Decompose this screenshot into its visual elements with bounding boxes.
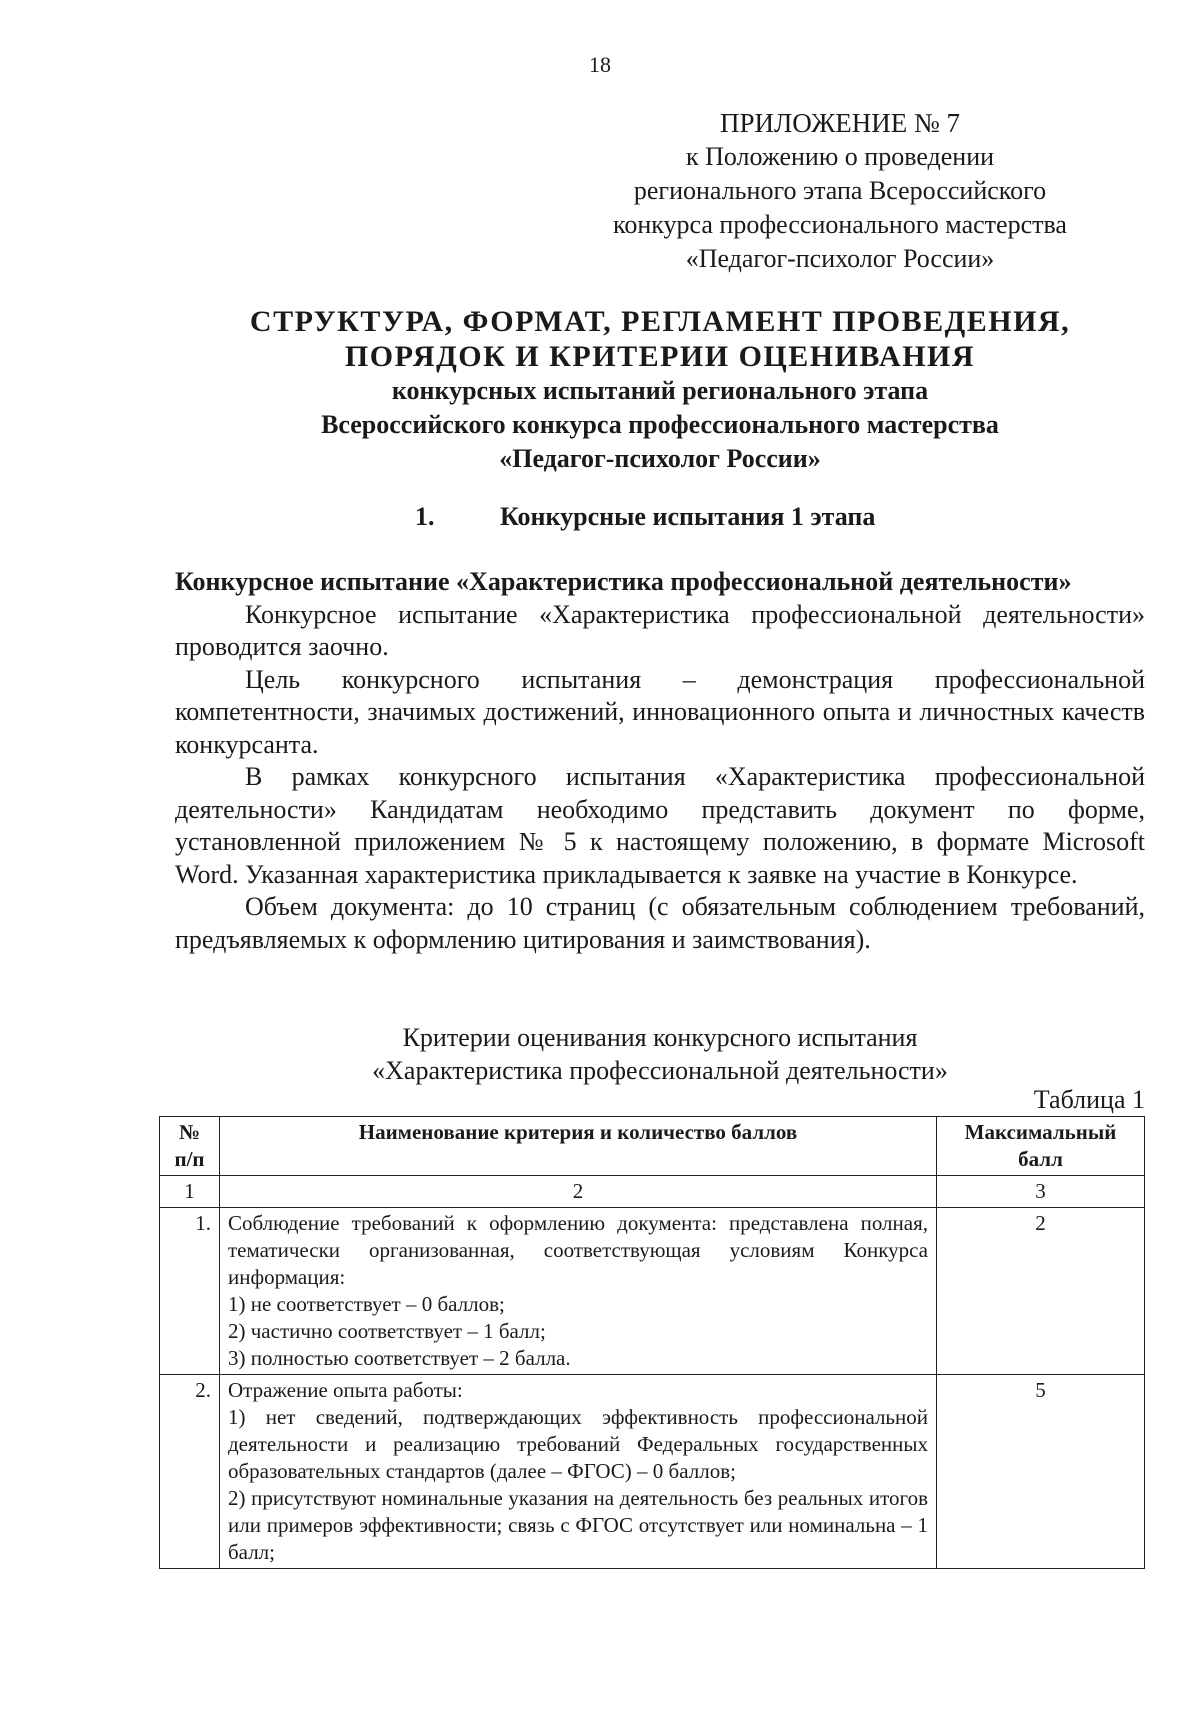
main-title-line: ПОРЯДОК И КРИТЕРИИ ОЦЕНИВАНИЯ	[344, 340, 976, 373]
test-subheading: Конкурсное испытание «Характеристика профессиональной деятельности»	[175, 567, 1072, 596]
max-score: 2	[937, 1208, 1145, 1375]
index-cell: 1	[160, 1176, 220, 1208]
main-title-line: Всероссийского конкурса профессионального мастерства	[321, 410, 999, 439]
row-number: 1.	[160, 1208, 220, 1375]
table-header-row	[160, 1117, 1145, 1176]
table-label: Таблица 1	[1033, 1085, 1145, 1114]
table-title-line: Критерии оценивания конкурсного испытания	[402, 1023, 918, 1052]
index-cell: 2	[220, 1176, 937, 1208]
paragraph: Объем документа: до 10 страниц (с обязательным соблюдением требований, предъявляемых к оформлению цитирования и заимствования).	[175, 892, 1145, 954]
appendix-line: «Педагог-психолог России»	[685, 244, 995, 273]
header-name: Наименование критерия и количество баллов	[220, 1117, 937, 1176]
criterion-option: 1) нет сведений, подтверждающих эффективность профессиональной деятельности и реализацию требований Федеральных государственных образовательных стандартов (далее – ФГОС) – 0 баллов;	[228, 1405, 928, 1483]
table-row	[160, 1208, 1145, 1375]
appendix-line: конкурса профессионального мастерства	[613, 210, 1067, 239]
paragraph: Конкурсное испытание «Характеристика профессиональной деятельности» проводится заочно.	[175, 599, 1145, 661]
main-title-line: СТРУКТУРА, ФОРМАТ, РЕГЛАМЕНТ ПРОВЕДЕНИЯ,	[249, 305, 1071, 338]
main-title	[175, 304, 1145, 476]
table-index-row	[160, 1176, 1145, 1208]
max-score: 5	[937, 1375, 1145, 1569]
table-title-line: «Характеристика профессиональной деятельности»	[372, 1056, 948, 1085]
criterion-cell	[220, 1208, 937, 1375]
appendix-title: ПРИЛОЖЕНИЕ № 7	[719, 108, 961, 138]
criterion-description: Соблюдение требований к оформлению документа: представлена полная, тематически организованная, соответствующая условиям Конкурса информация:	[228, 1211, 928, 1289]
main-title-line: конкурсных испытаний регионального этапа	[391, 376, 929, 405]
header-num: № п/п	[160, 1117, 220, 1176]
table-row	[160, 1375, 1145, 1569]
header-max: Максимальный балл	[937, 1117, 1145, 1176]
section-number: 1.	[415, 502, 435, 531]
criterion-option: 2) частично соответствует – 1 балл;	[228, 1319, 546, 1343]
criteria-table	[159, 1116, 1145, 1569]
row-number: 2.	[160, 1375, 220, 1569]
appendix-line: к Положению о проведении	[685, 142, 995, 171]
index-cell: 3	[937, 1176, 1145, 1208]
paragraph: В рамках конкурсного испытания «Характеристика профессиональной деятельности» Кандидатам необходимо представить документ по форме, установленной приложением № 5 к настоящему положению, в формате Microsoft Word. Указанная характеристика прикладывается к заявке на участие в Конкурсе.	[175, 762, 1145, 889]
criterion-cell	[220, 1375, 937, 1569]
criterion-option: 3) полностью соответствует – 2 балла.	[228, 1346, 571, 1370]
paragraph: Цель конкурсного испытания – демонстрация профессиональной компетентности, значимых достижений, инновационного опыта и личностных качеств конкурсанта.	[175, 664, 1145, 759]
table-title	[175, 1021, 1145, 1087]
appendix-line: регионального этапа Всероссийского	[633, 176, 1047, 205]
criterion-option: 2) присутствуют номинальные указания на деятельность без реальных итогов или примеров эффективности; связь с ФГОС отсутствует или номинальна – 1 балл;	[228, 1486, 928, 1564]
criterion-option: 1) не соответствует – 0 баллов;	[228, 1292, 505, 1316]
section-title: Конкурсные испытания 1 этапа	[500, 502, 876, 531]
appendix-block	[560, 106, 1120, 276]
page-number: 18	[589, 52, 611, 77]
main-title-line: «Педагог-психолог России»	[499, 444, 821, 473]
criterion-description: Отражение опыта работы:	[228, 1378, 463, 1402]
test-description	[175, 566, 1145, 956]
